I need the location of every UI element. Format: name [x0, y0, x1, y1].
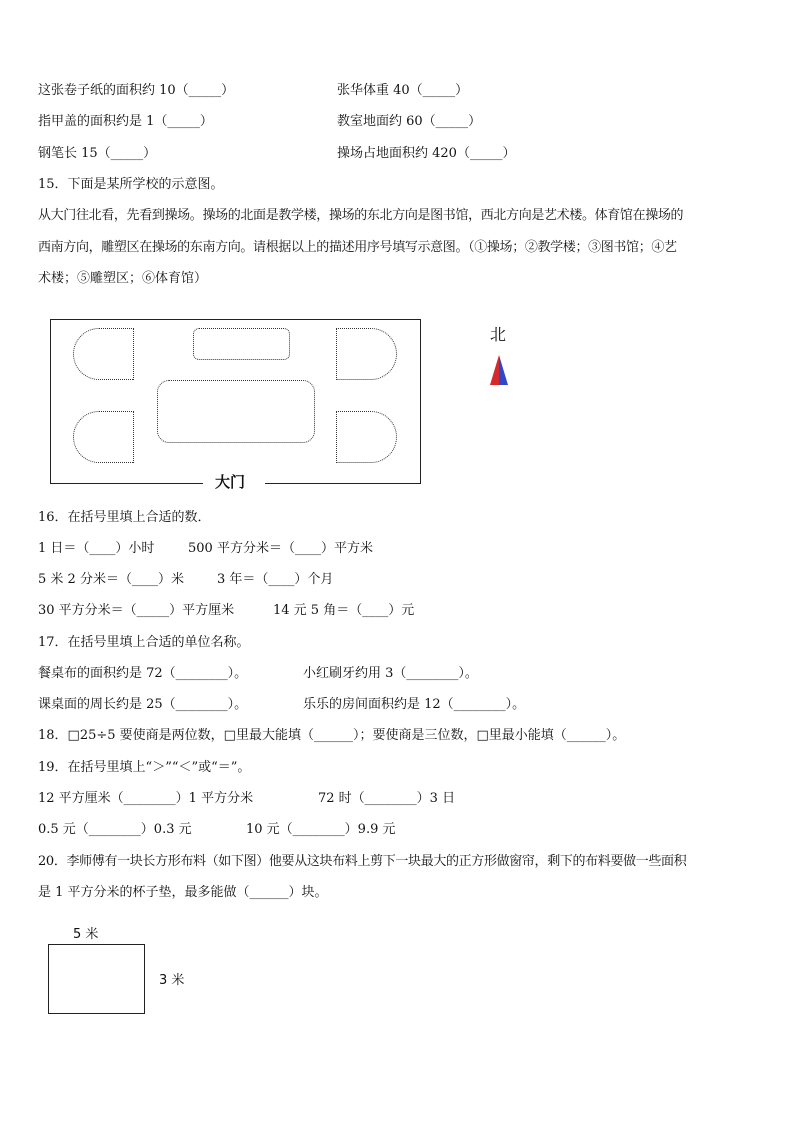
q19-item-1: 12 平方厘米（________）1 平方分米 — [38, 791, 254, 806]
q18-text: 18．□25÷5 要使商是两位数，□里最大能填（______）；要使商是三位数，□里最小能填（______）。 — [38, 728, 626, 743]
q14-item-5: 钢笔长 15（_____） — [38, 146, 157, 161]
q14-item-6: 操场占地面积约 420（_____） — [337, 146, 516, 161]
q15-description-line-1: 从大门往北看，先看到操场。操场的北面是教学楼，操场的东北方向是图书馆，西北方向是艺术楼。体育馆在操场的 — [38, 208, 684, 223]
q16-title: 16．在括号里填上合适的数． — [38, 510, 211, 525]
q16-item-4: 3 年＝（____）个月 — [217, 572, 334, 587]
q16-item-2: 500 平方分米＝（____）平方米 — [188, 541, 373, 556]
map-slot-southeast[interactable] — [336, 411, 397, 463]
q19-item-2: 72 时（________）3 日 — [318, 791, 456, 806]
north-arrow-icon — [488, 354, 510, 388]
q20-text-line-2: 是 1 平方分米的杯子垫，最多能做（______）块。 — [38, 885, 328, 900]
q15-description-line-2: 西南方向，雕塑区在操场的东南方向。请根据以上的描述用序号填写示意图。（①操场；②教学楼；③图书馆；④艺 — [38, 240, 677, 255]
map-slot-center[interactable] — [157, 380, 315, 443]
q16-item-6: 14 元 5 角＝（____）元 — [273, 603, 415, 618]
q14-item-4: 教室地面约 60（_____） — [337, 114, 482, 129]
cloth-rectangle — [48, 944, 145, 1014]
north-label: 北 — [490, 325, 507, 344]
rectangle-height-label: 3 米 — [159, 973, 185, 988]
q17-title: 17．在括号里填上合适的单位名称。 — [38, 635, 250, 650]
q20-text-line-1: 20．李师傅有一块长方形布料（如下图）他要从这块布料上剪下一块最大的正方形做窗帘，剩下的布料要做一些面积 — [38, 854, 687, 869]
map-slot-north[interactable] — [193, 328, 290, 360]
q16-item-1: 1 日＝（____）小时 — [38, 541, 155, 556]
q17-item-3: 课桌面的周长约是 25（________）。 — [38, 697, 248, 712]
map-slot-northwest[interactable] — [73, 328, 134, 380]
q17-item-1: 餐桌布的面积约是 72（________）。 — [38, 666, 248, 681]
q14-item-3: 指甲盖的面积约是 1（_____） — [38, 114, 213, 129]
map-slot-northeast[interactable] — [336, 328, 397, 380]
q14-item-2: 张华体重 40（_____） — [337, 83, 469, 98]
q15-description-line-3: 术楼；⑤雕塑区；⑥体育馆） — [38, 271, 208, 286]
q19-item-3: 0.5 元（________）0.3 元 — [38, 822, 192, 837]
rectangle-width-label: 5 米 — [73, 927, 99, 942]
q15-title: 15．下面是某所学校的示意图。 — [38, 177, 224, 192]
q19-title: 19．在括号里填上“＞”“＜”或“＝”。 — [38, 760, 251, 775]
q19-item-4: 10 元（________）9.9 元 — [246, 822, 396, 837]
q17-item-2: 小红刷牙约用 3（________）。 — [303, 666, 478, 681]
q14-item-1: 这张卷子纸的面积约 10（_____） — [38, 83, 235, 98]
q16-item-3: 5 米 2 分米＝（____）米 — [38, 572, 184, 587]
q16-item-5: 30 平方分米＝（_____）平方厘米 — [38, 603, 235, 618]
map-slot-southwest[interactable] — [73, 411, 134, 463]
q17-item-4: 乐乐的房间面积约是 12（________）。 — [303, 697, 526, 712]
gate-label: 大门 — [215, 473, 246, 491]
